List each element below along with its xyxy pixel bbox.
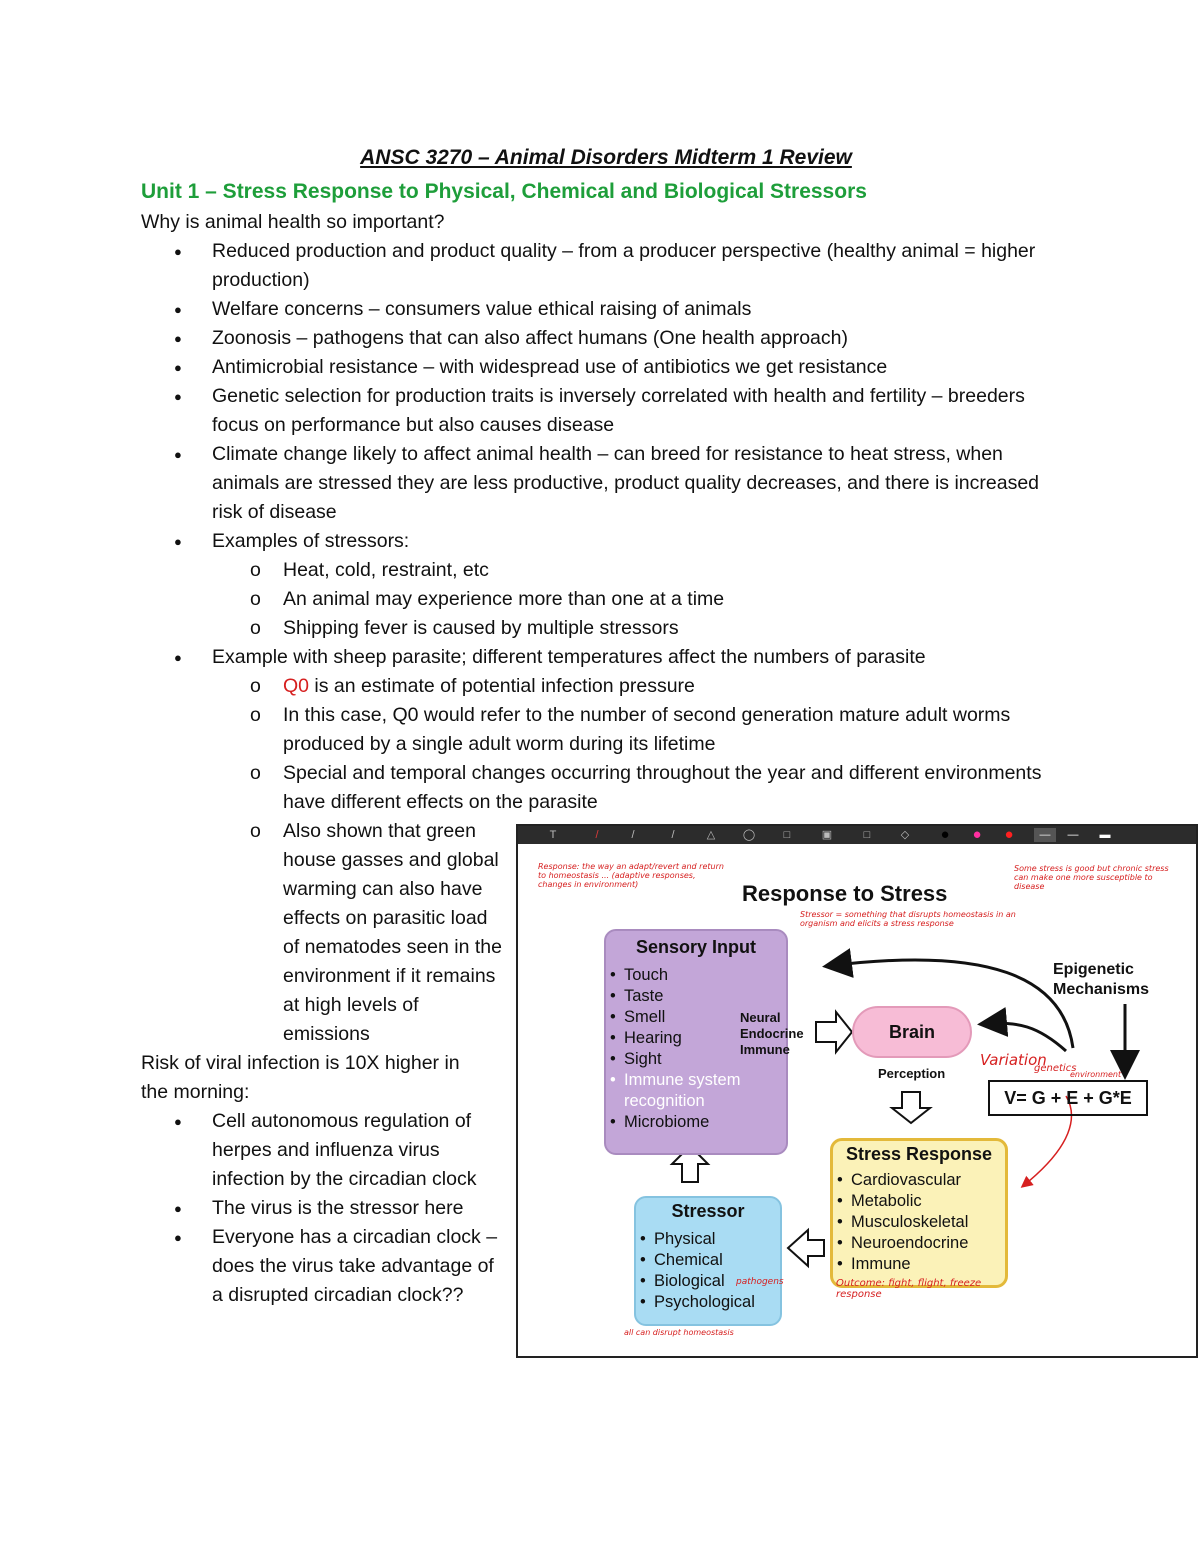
viral-bullet-list (141, 1107, 501, 1310)
question-text: Why is animal health so important? (141, 211, 445, 233)
perception-arrow-icon (892, 1092, 930, 1123)
response-to-stress-figure (516, 824, 1198, 1358)
list-item: • Microbiome (606, 1112, 786, 1133)
list-item: • Physical (636, 1229, 780, 1250)
list-item: ● Reduced production and product quality – from a producer perspective (healthy animal = higher production) (141, 237, 1071, 295)
page-title: ANSC 3270 – Animal Disorders Midterm 1 Review (360, 146, 852, 169)
q0-highlight: Q0 (283, 675, 310, 697)
list-item: • Hearing (606, 1028, 786, 1049)
list-item: • Sight (606, 1049, 786, 1070)
list-item: • Cardiovascular (833, 1170, 1005, 1191)
list-item: • Smell (606, 1007, 786, 1028)
list-item: • Neuroendocrine (833, 1233, 1005, 1254)
pencil-icon: / (671, 829, 675, 841)
list-item: ● Zoonosis – pathogens that can also affect humans (One health approach) (141, 324, 1071, 353)
stressor-heading: Stressor (671, 1201, 745, 1221)
brain-label: Brain (888, 1022, 935, 1042)
sub-list-item: o Special and temporal changes occurring throughout the year and different environments have different effects on the parasite (141, 759, 1071, 817)
handwritten-genetics: genetics (1034, 1063, 1077, 1074)
handwritten-environment: environment (1070, 1070, 1122, 1079)
highlighter-icon: / (631, 829, 635, 841)
stressor-list (636, 1229, 780, 1313)
list-item: • Biological (636, 1271, 780, 1292)
sub-list-item: o An animal may experience more than one at a time (141, 585, 1071, 614)
sub-list-item (141, 672, 1071, 701)
list-item: ● Everyone has a circadian clock – does the virus take advantage of a disrupted circadian clock?? (141, 1223, 501, 1310)
list-item: • Taste (606, 986, 786, 1007)
sub-list-item: o Shipping fever is caused by multiple stressors (141, 614, 1071, 643)
handwritten-pathogens: pathogens (736, 1277, 784, 1287)
diagram-title: Response to Stress (742, 881, 948, 906)
handwritten-bottom-note: all can disrupt homeostasis (624, 1328, 734, 1337)
list-item: ● Antimicrobial resistance – with widespread use of antibiotics we get resistance (141, 353, 1071, 382)
lasso-icon: ◯ (742, 829, 756, 841)
list-item: ● Example with sheep parasite; different temperatures affect the numbers of parasite (141, 643, 1071, 672)
list-item: ● Genetic selection for production traits is inversely correlated with health and fertility – breeders focus on performance but also causes disease (141, 382, 1071, 440)
list-item: • Immune (833, 1254, 1005, 1275)
list-item: • Metabolic (833, 1191, 1005, 1212)
list-item: • Touch (606, 965, 786, 986)
pen-icon: / (595, 829, 599, 841)
list-item: ● The virus is the stressor here (141, 1194, 501, 1223)
list-item: • Musculoskeletal (833, 1212, 1005, 1233)
thick-stroke-icon: ▬ (1099, 829, 1111, 841)
neural-label: Neural Endocrine Immune (740, 1010, 804, 1057)
list-item: ● Welfare concerns – consumers value ethical raising of animals (141, 295, 1071, 324)
text-icon: T (549, 829, 557, 841)
epigenetic-label: Epigenetic Mechanisms (1053, 961, 1150, 998)
stress-response-heading: Stress Response (845, 1144, 993, 1164)
eraser-icon: ◇ (900, 829, 910, 841)
viral-heading: Risk of viral infection is 10X higher in the morning: (141, 1052, 460, 1103)
unit-heading: Unit 1 – Stress Response to Physical, Chemical and Biological Stressors (141, 180, 867, 203)
list-item: • Psychological (636, 1292, 780, 1313)
stress-response-box (830, 1138, 1008, 1288)
image-icon: □ (783, 829, 791, 841)
handwritten-response-note: Response: the way an adapt/revert and return to homeostasis ... (adaptive responses, changes in environment) (538, 862, 724, 889)
stressor-left-arrow-icon (788, 1230, 824, 1266)
brain-box (852, 1006, 972, 1058)
sub-list-text: o Also shown that green house gasses and global warming can also have effects on parasitic load of nematodes seen in the environment if it remains at high levels of emissions (283, 820, 502, 1045)
thin-stroke-icon: — (1034, 828, 1056, 842)
handwritten-chronic-note: Some stress is good but chronic stress can make one more susceptible to disease (1014, 864, 1169, 891)
neural-arrow-icon (816, 1012, 852, 1052)
list-item: • Chemical (636, 1250, 780, 1271)
sub-list-item: o Heat, cold, restraint, etc (141, 556, 1071, 585)
list-item: • Immune system recognition (606, 1070, 744, 1112)
equation-brain-arrow-icon (983, 1023, 1066, 1051)
q0-text: is an estimate of potential infection pressure (309, 675, 695, 697)
camera-icon: ▣ (821, 829, 833, 841)
perception-label: Perception (878, 1066, 946, 1081)
stressor-box (634, 1196, 782, 1326)
handwritten-variation: Variation (980, 1051, 1047, 1069)
handwritten-outcome: Outcome: fight, flight, freeze response (836, 1278, 982, 1300)
list-item: ● Cell autonomous regulation of herpes and influenza virus infection by the circadian clock (141, 1107, 501, 1194)
list-item: ● Examples of stressors: (141, 527, 1071, 556)
equation-box: V= G + E + G*E (988, 1080, 1148, 1116)
shapes-icon: △ (706, 829, 716, 841)
black-color-icon: ● (940, 826, 950, 843)
pink-color-icon: ● (972, 826, 982, 843)
stress-response-list (833, 1170, 1005, 1275)
medium-stroke-icon: — (1067, 829, 1079, 841)
frame-icon: □ (863, 829, 871, 841)
red-color-icon: ● (1004, 826, 1014, 843)
handwritten-stressor-def: Stressor = something that disrupts homeostasis in an organism and elicits a stress response (800, 910, 1016, 928)
sensory-heading: Sensory Input (636, 937, 757, 957)
list-item: ● Climate change likely to affect animal health – can breed for resistance to heat stress, when animals are stressed they are less productive, product quality decreases, and there is increased risk of disease (141, 440, 1071, 527)
sub-list-item: o In this case, Q0 would refer to the number of second generation mature adult worms produced by a single adult worm during its lifetime (141, 701, 1071, 759)
